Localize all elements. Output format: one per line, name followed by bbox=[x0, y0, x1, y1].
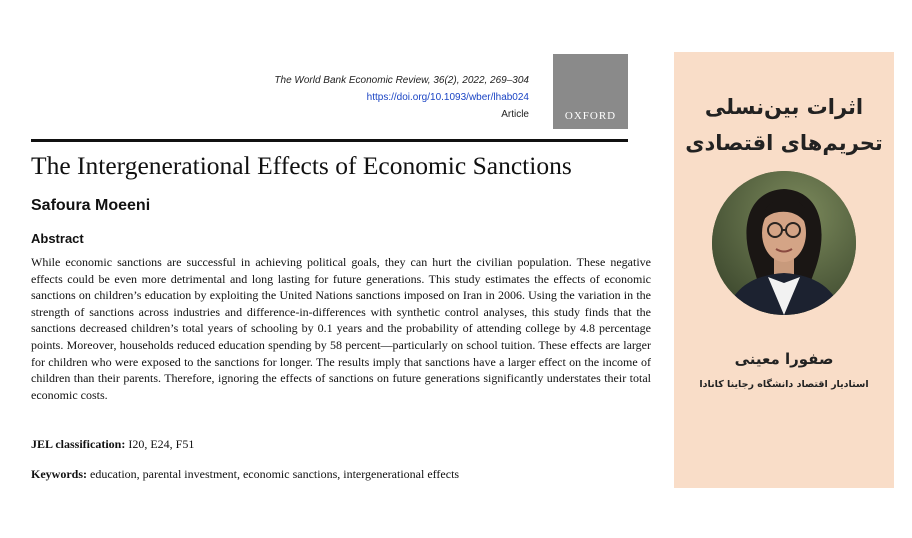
persian-title bbox=[674, 89, 894, 161]
title-rule bbox=[31, 139, 628, 142]
keywords-label: Keywords: bbox=[31, 467, 87, 481]
jel-codes: I20, E24, F51 bbox=[128, 437, 195, 451]
author-portrait-icon bbox=[712, 171, 856, 315]
abstract-text: While economic sanctions are successful in achieving political goals, they can hurt the civilian population. These negative effects could be even more detrimental and long lasting for future generations. This study estimates the effects of economic sanctions on children’s education by exploiting the United Nations sanctions imposed on Iran in 2006. Using the variation in the strength of sanctions across industries and difference-in-differences with synthetic control analyses, this study finds that the sanctions decreased children’s total years of schooling by 0.1 years and the probability of attending college by 4.8 percentage points. Moreover, households reduced education spending by 58 percent—particularly on school tuition. These effects are larger for children who were exposed to the sanctions for longer. The results imply that sanctions have a larger effect on the income of children than their parents. Therefore, ignoring the effects of sanctions on future generations significantly understates their total economic costs. bbox=[31, 255, 651, 402]
article-meta bbox=[274, 72, 529, 123]
persian-author-name: صفورا معینی bbox=[734, 350, 834, 368]
keywords-list: education, parental investment, economic sanctions, intergenerational effects bbox=[90, 467, 460, 481]
abstract-heading: Abstract bbox=[31, 231, 84, 246]
jel-label: JEL classification: bbox=[31, 437, 126, 451]
persian-title-line1: اثرات بین‌نسلی bbox=[704, 95, 864, 119]
jel-classification bbox=[31, 437, 194, 452]
doi-link[interactable]: https://doi.org/10.1093/wber/lhab024 bbox=[366, 92, 529, 103]
oxford-logo-text: OXFORD bbox=[564, 110, 617, 122]
author-photo bbox=[712, 171, 856, 315]
paper-title: The Intergenerational Effects of Economic Sanctions bbox=[31, 151, 572, 180]
article-type: Article bbox=[501, 109, 529, 120]
persian-info-panel bbox=[674, 52, 894, 488]
author-name: Safoura Moeeni bbox=[31, 197, 151, 214]
keywords bbox=[31, 467, 459, 482]
journal-citation: The World Bank Economic Review, 36(2), 2022, 269–304 bbox=[274, 75, 529, 86]
persian-affiliation: استادیار اقتصاد دانشگاه رجاینا کانادا bbox=[699, 379, 869, 390]
persian-title-line2: تحریم‌های اقتصادی bbox=[685, 131, 883, 155]
oxford-logo bbox=[553, 54, 628, 129]
